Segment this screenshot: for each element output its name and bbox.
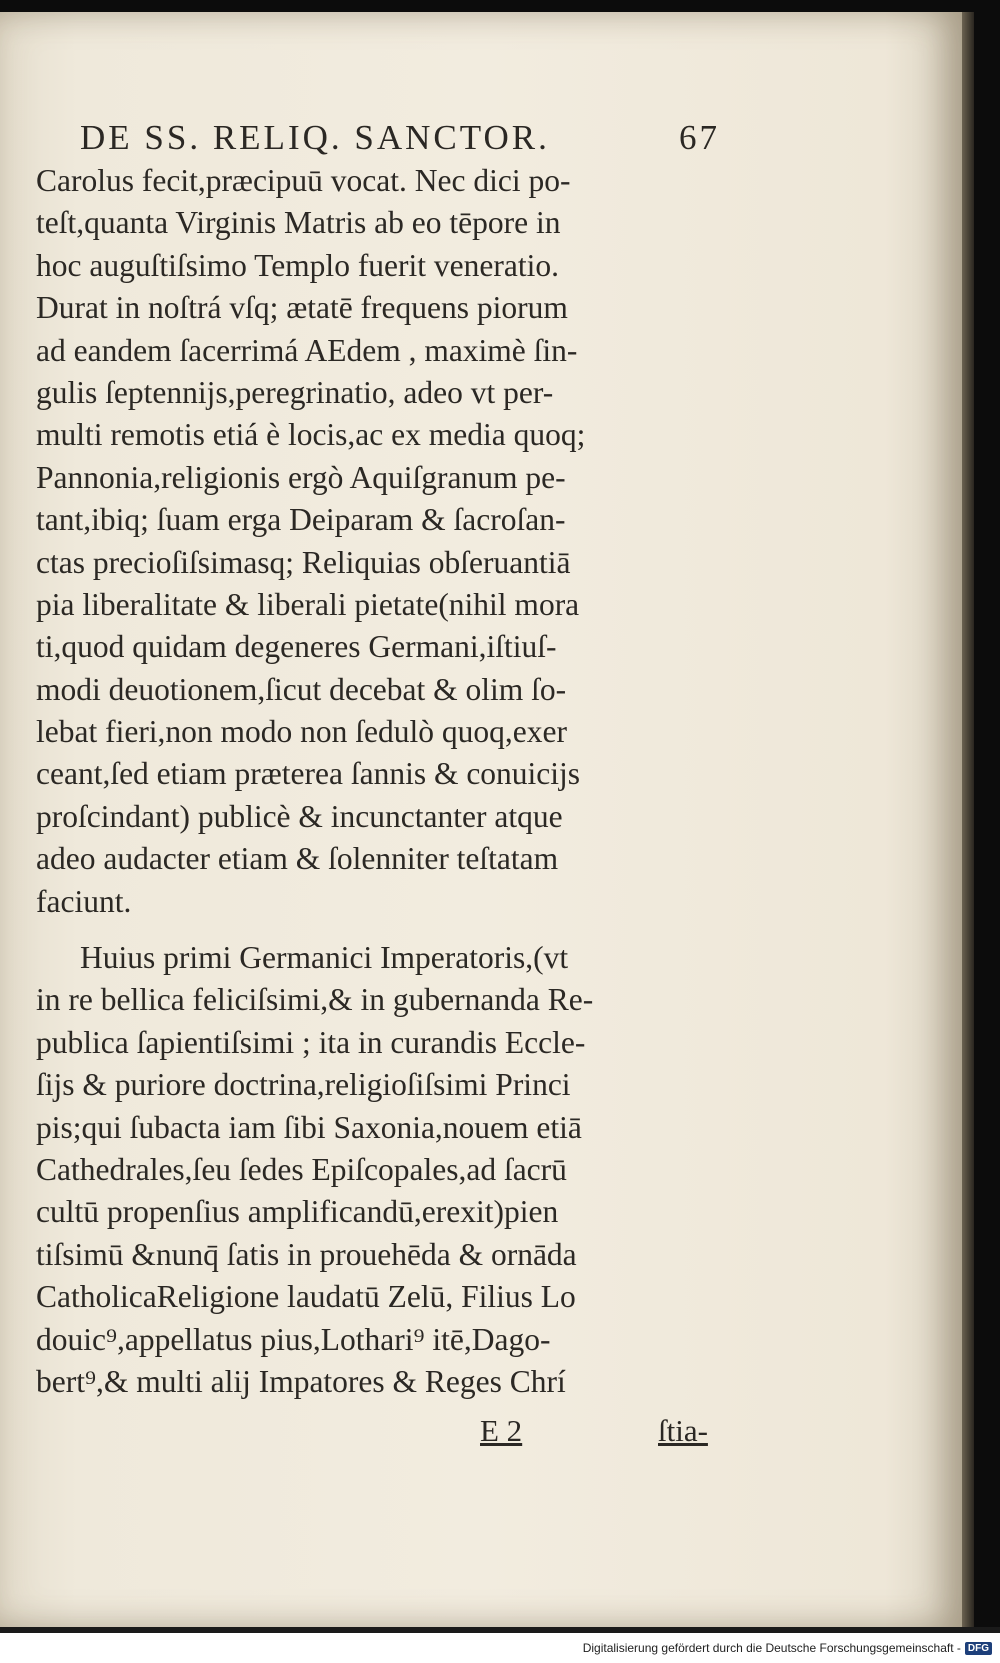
dfg-logo: DFG — [965, 1642, 992, 1655]
text-line: Cathedrales,ſeu ſedes Epiſcopales,ad ſacrū — [36, 1151, 567, 1187]
text-line: bert⁹,& multi alij Impatores & Reges Chrí — [36, 1363, 566, 1399]
page-number: 67 — [679, 118, 720, 157]
text-line: tiſsimū &nunq̄ ſatis in prouehēda & ornāda — [36, 1236, 577, 1272]
text-line: adeo audacter etiam & ſolenniter teſtatam — [36, 841, 559, 877]
text-line: pis;qui ſubacta iam ſibi Saxonia,nouem etiā — [36, 1109, 582, 1145]
text-line: Pannonia,religionis ergò Aquiſgranum pe- — [36, 459, 566, 495]
text-line: faciunt. — [36, 883, 132, 919]
text-line: gulis ſeptennijs,peregrinatio, adeo vt per- — [36, 374, 554, 410]
text-line: Huius primi Germanici Imperatoris,(vt — [80, 940, 569, 976]
text-line: Carolus fecit,præcipuū vocat. Nec dici po- — [36, 163, 571, 198]
footer-credit: Digitalisierung gefördert durch die Deutsche Forschungsgemeinschaft - — [582, 1641, 961, 1655]
text-line: CatholicaReligione laudatū Zelū, Filius Lo — [36, 1279, 576, 1315]
text-line: douic⁹,appellatus pius,Lothari⁹ itē,Dago- — [36, 1321, 551, 1357]
page-edge — [962, 12, 974, 1627]
paragraph-2 — [36, 937, 726, 1403]
paragraph-1 — [36, 160, 726, 923]
text-line: ctas precioſiſsimasq; Reliquias obſeruantiā — [36, 544, 571, 580]
text-line: proſcindant) publicè & incunctanter atque — [36, 798, 563, 834]
text-line: multi remotis etiá è locis,ac ex media quoq; — [36, 417, 586, 453]
text-line: ad eandem ſacerrimá AEdem , maximè ſin- — [36, 332, 578, 368]
text-line: tant,ibiq; ſuam erga Deiparam & ſacroſan- — [36, 502, 566, 538]
text-line: ti,quod quidam degeneres Germani,iſtiuſ- — [36, 629, 557, 665]
text-line: pia liberalitate & liberali pietate(nihil mora — [36, 586, 580, 622]
text-line: lebat fieri,non modo non ſedulò quoq,exer — [36, 714, 567, 750]
catchword: ſtia- — [658, 1413, 708, 1448]
text-line: hoc auguſtiſsimo Templo fuerit veneratio. — [36, 247, 559, 283]
text-line: cultū propenſius amplificandū,erexit)pien — [36, 1194, 559, 1230]
signature-row — [480, 1413, 730, 1453]
text-block — [36, 160, 726, 1403]
text-line: in re bellica feliciſsimi,& in gubernanda Re- — [36, 982, 594, 1018]
text-line: modi deuotionem,ſicut decebat & olim ſo- — [36, 671, 567, 707]
text-line: Durat in noſtrá vſq; ætatē frequens piorum — [36, 290, 568, 326]
running-head — [80, 118, 720, 162]
text-line: teſt,quanta Virginis Matris ab eo tēpore in — [36, 205, 561, 241]
paragraph-gap — [36, 923, 726, 937]
digitization-footer — [0, 1633, 1000, 1663]
text-line: ceant,ſed etiam prætereа ſannis & conuicijs — [36, 756, 581, 792]
text-line: ſijs & puriore doctrina,religioſiſsimi Princi — [36, 1067, 571, 1103]
text-line: publica ſapientiſsimi ; ita in curandis Eccle- — [36, 1024, 586, 1060]
running-head-title: DE SS. RELIQ. SANCTOR. — [80, 118, 550, 157]
signature-mark: E 2 — [480, 1413, 523, 1448]
